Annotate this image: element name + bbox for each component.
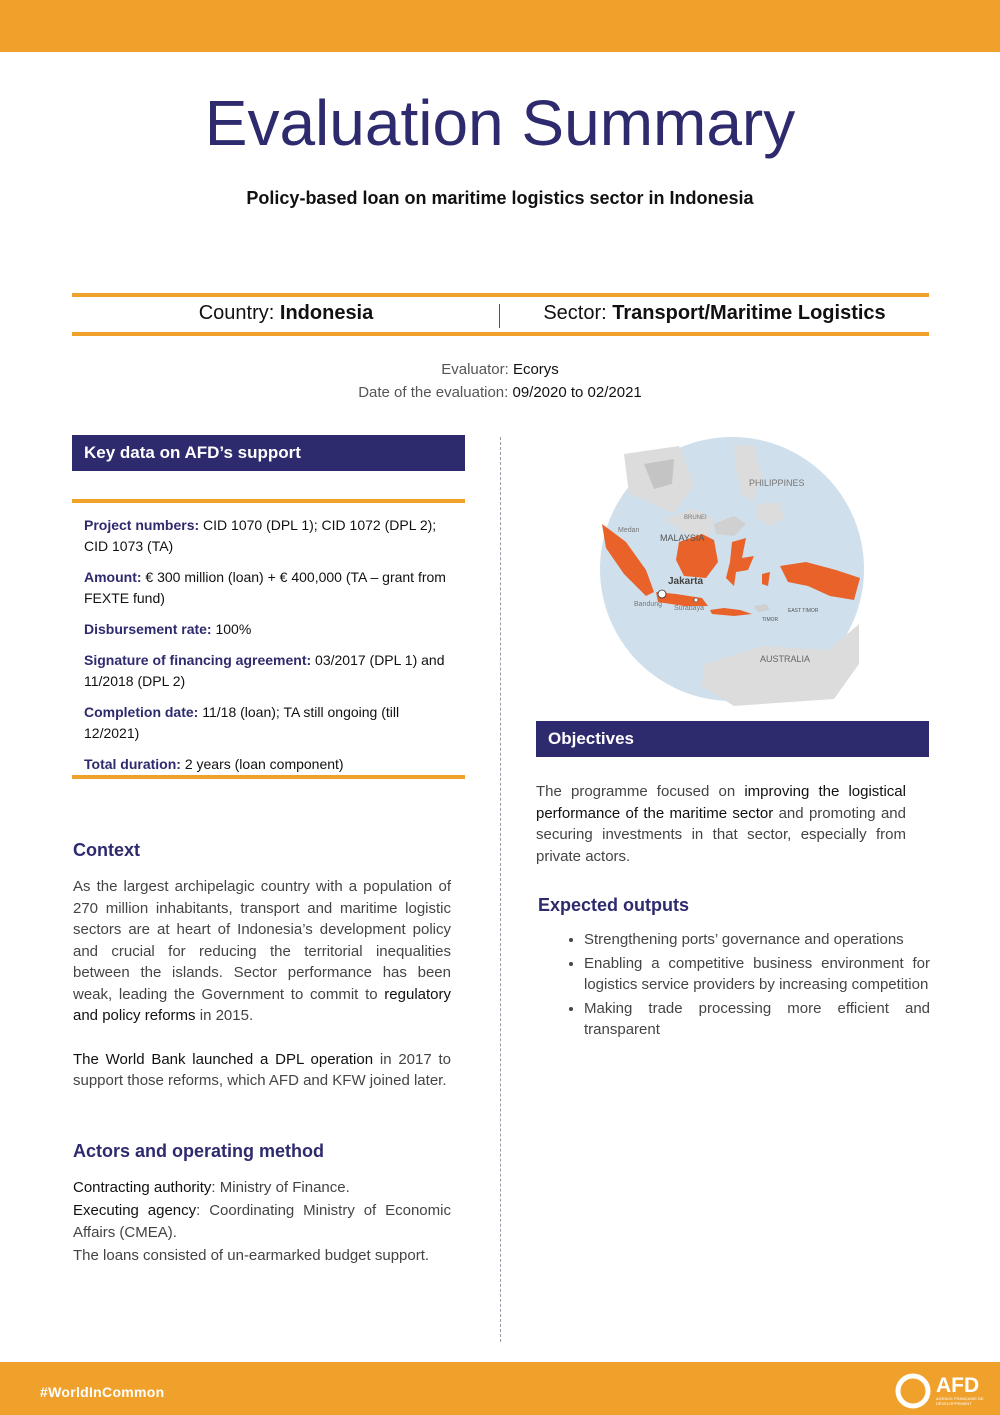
- map-label-jakarta: Jakarta: [668, 576, 704, 587]
- evaluator-value: Ecorys: [512, 361, 559, 378]
- map-label-timor: TIMOR: [762, 617, 779, 623]
- key-value: 100%: [211, 621, 252, 637]
- context-text: [73, 876, 451, 1092]
- context-text-b: in 2017 to support those reforms, which AFD and KFW joined later.: [73, 1050, 451, 1089]
- key-label: Amount:: [84, 569, 142, 585]
- column-divider: [500, 437, 501, 1342]
- actors-line-2: [73, 1200, 451, 1245]
- evaluator-line: [0, 358, 1000, 381]
- map-label-philippines: PHILIPPINES: [749, 478, 805, 488]
- map-label-east-timor: EAST TIMOR: [788, 608, 819, 614]
- info-rule-bottom: [72, 332, 929, 336]
- key-item-amount: [84, 567, 453, 609]
- map-label-medan: Medan: [618, 527, 640, 534]
- actors-highlight: Contracting authority: [73, 1179, 212, 1196]
- actors-text-b: : Ministry of Finance.: [211, 1179, 350, 1196]
- date-value: 09/2020 to 02/2021: [512, 384, 642, 401]
- outputs-heading: Expected outputs: [538, 895, 690, 915]
- context-text-a: As the largest archipelagic country with a population of 270 million inhabitants, transport and maritime logistic sectors are at heart of Indonesia’s development policy and crucial for reducing the territorial inequalities between the islands. Sector performance has been weak, leading the Government to commit to: [73, 878, 451, 1003]
- sector-label: Sector:: [543, 302, 613, 324]
- list-item: • Strengthening ports’ governance and operations: [584, 929, 930, 951]
- sector-value: Transport/Maritime Logistics: [612, 302, 886, 324]
- jakarta-marker: [658, 590, 666, 598]
- context-paragraph-2: [73, 1049, 451, 1092]
- sector-field: [500, 302, 929, 325]
- context-text-b: in 2015.: [195, 1007, 254, 1024]
- indonesia-map: [584, 424, 874, 714]
- info-rule-top: [72, 293, 929, 297]
- actors-heading: Actors and operating method: [73, 1141, 325, 1161]
- outputs-list: [560, 929, 930, 1043]
- key-label: Project numbers:: [84, 517, 200, 533]
- evaluator-label: Evaluator:: [441, 361, 513, 378]
- key-label: Disbursement rate:: [84, 621, 212, 637]
- country-label: Country:: [198, 302, 280, 324]
- country-value: Indonesia: [279, 302, 374, 324]
- context-heading: Context: [73, 840, 140, 860]
- page-subtitle: Policy-based loan on maritime logistics sector in Indonesia: [246, 188, 754, 208]
- afd-logo-subtitle: AGENCE FRANÇAISE DE DÉVELOPPEMENT: [936, 1396, 984, 1406]
- actors-highlight: Executing agency: [73, 1201, 197, 1219]
- key-value: € 300 million (loan) + € 400,000 (TA – grant from FEXTE fund): [84, 569, 446, 606]
- actors-text: [73, 1177, 451, 1267]
- objectives-text-a: The programme focused on: [536, 783, 745, 800]
- date-line: [0, 381, 1000, 404]
- objectives-text: [536, 781, 906, 867]
- map-label-brunei: BRUNEI: [684, 515, 707, 521]
- afd-logo-ring: [898, 1376, 928, 1406]
- key-data-heading: Key data on AFD’s support: [72, 435, 465, 471]
- key-label: Completion date:: [84, 704, 199, 720]
- top-banner: [0, 0, 1000, 52]
- key-item-signature: [84, 650, 453, 692]
- list-item: • Enabling a competitive business environment for logistics service providers by increasing competition: [584, 953, 930, 996]
- country-field: [72, 302, 500, 325]
- map-label-bandung: Bandung: [634, 601, 663, 608]
- key-item-completion: [84, 702, 453, 744]
- page-title: Evaluation Summary: [204, 87, 796, 159]
- actors-line-3: The loans consisted of un-earmarked budget support.: [73, 1246, 430, 1264]
- list-item: • Making trade processing more efficient and transparent: [584, 998, 930, 1041]
- map-label-australia: AUSTRALIA: [760, 654, 811, 664]
- objectives-highlight: improving the logistical performance of the maritime sector: [536, 783, 906, 822]
- key-item-project-numbers: [84, 515, 453, 557]
- key-value: CID 1070 (DPL 1); CID 1072 (DPL 2); CID 1073 (TA): [84, 517, 437, 554]
- map-label-malaysia: MALAYSIA: [660, 533, 705, 543]
- context-highlight: regulatory and policy reforms: [73, 985, 451, 1024]
- evaluator-block: [0, 358, 1000, 404]
- key-item-duration: [84, 754, 453, 775]
- surabaya-marker: [694, 598, 698, 602]
- key-value: 2 years (loan component): [180, 756, 344, 772]
- map-label-surabaya: Surabaya: [674, 605, 704, 612]
- key-data-box: [72, 499, 465, 779]
- key-label: Total duration:: [84, 756, 181, 772]
- context-paragraph-1: [73, 876, 451, 1027]
- key-value: 11/18 (loan); TA still ongoing (till 12/2021): [84, 704, 400, 741]
- objectives-text-b: and promoting and securing investments in that sector, especially from private actors.: [536, 804, 906, 865]
- key-label: Signature of financing agreement:: [84, 652, 312, 668]
- actors-text-b: : Coordinating Ministry of Economic Affairs (CMEA).: [73, 1201, 451, 1241]
- objectives-heading: Objectives: [536, 721, 929, 757]
- key-item-disbursement: [84, 619, 453, 640]
- objectives-paragraph: [536, 781, 906, 867]
- afd-logo-text: AFD: [936, 1374, 980, 1397]
- context-highlight: The World Bank launched a DPL operation: [73, 1050, 374, 1068]
- actors-line-1: [73, 1177, 451, 1200]
- date-label: Date of the evaluation:: [358, 384, 513, 401]
- key-value: 03/2017 (DPL 1) and 11/2018 (DPL 2): [84, 652, 445, 689]
- hashtag-text: #WorldInCommon: [40, 1384, 165, 1400]
